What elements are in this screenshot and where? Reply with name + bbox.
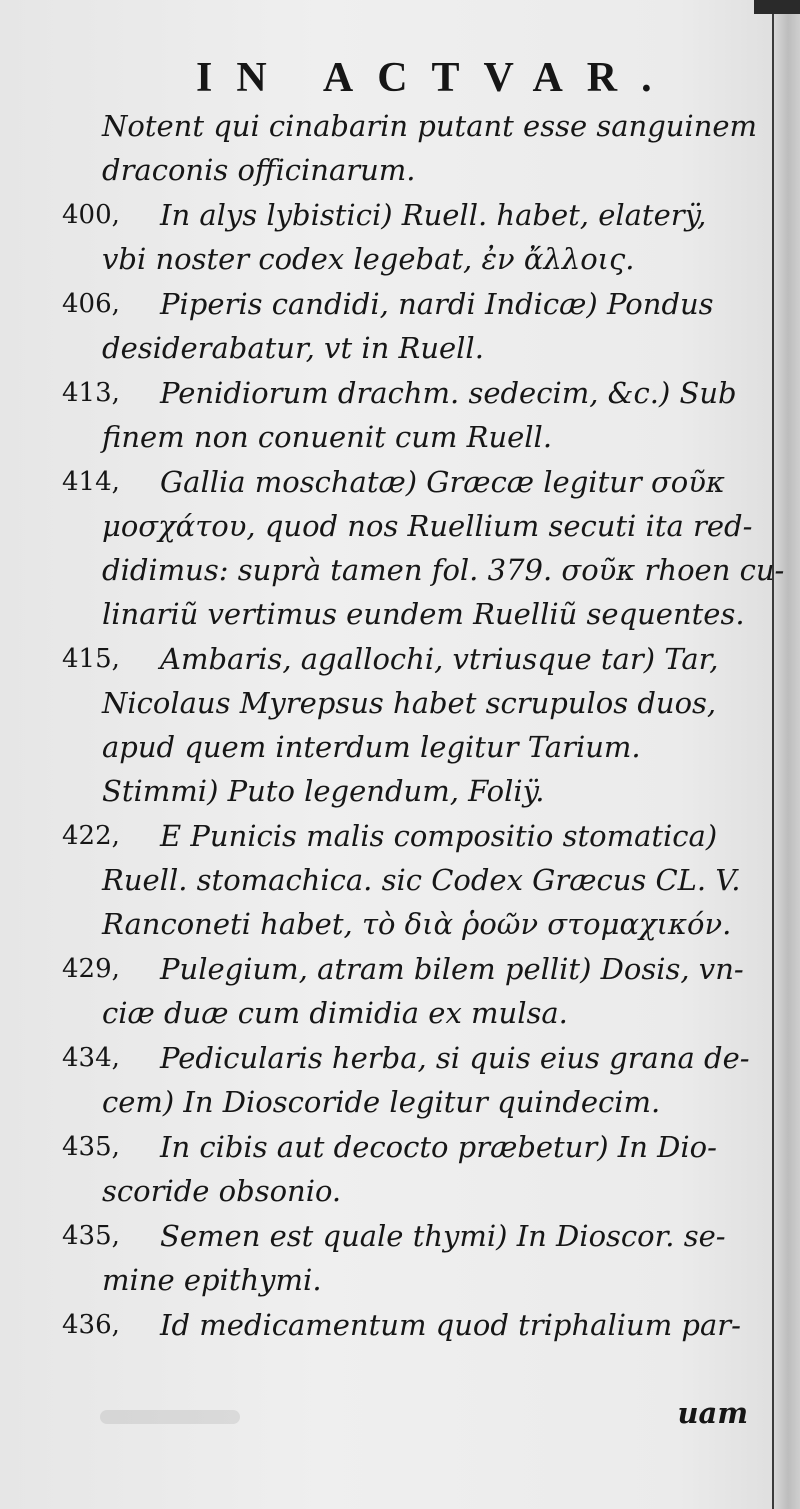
text-line: vbi noster codex legebat, ἐν ἄλλοις. bbox=[102, 242, 635, 276]
entry-number: 435, bbox=[62, 1221, 120, 1251]
entry-number: 413, bbox=[62, 378, 120, 408]
text-line: didimus: suprà tamen fol. 379. σοῦκ rhoen cu- bbox=[102, 553, 785, 587]
text-line: desiderabatur, vt in Ruell. bbox=[102, 331, 484, 365]
text-line: Piperis candidi, nardi Indicæ) Pondus bbox=[160, 287, 714, 321]
entry-422 bbox=[62, 814, 752, 946]
text-line: Notent qui cinabarin putant esse sanguinem bbox=[102, 109, 758, 143]
intro-paragraph bbox=[62, 104, 758, 192]
text-line: Gallia moschatæ) Græcæ legitur σοῦκ bbox=[160, 465, 725, 499]
entry-413 bbox=[62, 371, 752, 459]
entry-number: 434, bbox=[62, 1043, 120, 1073]
entry-436 bbox=[62, 1303, 752, 1347]
entry-number: 435, bbox=[62, 1132, 120, 1162]
text-line: apud quem interdum legitur Tarium. bbox=[102, 730, 641, 764]
text-line: Stimmi) Puto legendum, Foliÿ. bbox=[102, 774, 545, 808]
entry-415 bbox=[62, 637, 752, 813]
text-line: E Punicis malis compositio stomatica) bbox=[160, 819, 718, 853]
text-line: draconis officinarum. bbox=[102, 153, 416, 187]
text-line: Ranconeti habet, τὸ διὰ ῥοῶν στομαχικόν. bbox=[102, 907, 732, 941]
text-line: In alys lybistici) Ruell. habet, elaterÿ, bbox=[160, 198, 707, 232]
entry-406 bbox=[62, 282, 752, 370]
text-line: Nicolaus Myrepsus habet scrupulos duos, bbox=[102, 686, 717, 720]
entry-number: 415, bbox=[62, 644, 120, 674]
entry-number: 422, bbox=[62, 821, 120, 851]
text-line: linariũ vertimus eundem Ruelliũ sequentes. bbox=[102, 597, 745, 631]
entry-number: 400, bbox=[62, 200, 120, 230]
text-line: Ruell. stomachica. sic Codex Græcus CL. V. bbox=[102, 863, 741, 897]
entry-number: 414, bbox=[62, 467, 120, 497]
text-line: finem non conuenit cum Ruell. bbox=[102, 420, 553, 454]
text-line: scoride obsonio. bbox=[102, 1174, 342, 1208]
gutter-shadow bbox=[754, 0, 800, 14]
entry-435a bbox=[62, 1125, 752, 1213]
book-gutter bbox=[772, 0, 800, 1509]
entry-434 bbox=[62, 1036, 752, 1124]
entry-414 bbox=[62, 460, 785, 636]
text-line: μοσχάτου, quod nos Ruellium secuti ita red- bbox=[102, 509, 753, 543]
text-line: In cibis aut decocto præbetur) In Dio- bbox=[160, 1130, 717, 1164]
text-line: ciæ duæ cum dimidia ex mulsa. bbox=[102, 996, 568, 1030]
text-line: Id medicamentum quod triphalium par- bbox=[160, 1308, 741, 1342]
catchword: uam bbox=[677, 1396, 748, 1430]
entry-number: 429, bbox=[62, 954, 120, 984]
text-line: Penidiorum drachm. sedecim, &c.) Sub bbox=[160, 376, 737, 410]
entry-number: 436, bbox=[62, 1310, 120, 1340]
page-body bbox=[62, 104, 785, 1348]
entry-429 bbox=[62, 947, 752, 1035]
text-line: Ambaris, agallochi, vtriusque tar) Tar, bbox=[160, 642, 719, 676]
running-header: IN ACTVAR. bbox=[196, 55, 676, 101]
text-line: Semen est quale thymi) In Dioscor. se- bbox=[160, 1219, 726, 1253]
entry-400 bbox=[62, 193, 752, 281]
bleed-through-smudge bbox=[100, 1410, 240, 1424]
text-line: cem) In Dioscoride legitur quindecim. bbox=[102, 1085, 661, 1119]
entry-435b bbox=[62, 1214, 752, 1302]
text-line: mine epithymi. bbox=[102, 1263, 322, 1297]
entry-number: 406, bbox=[62, 289, 120, 319]
text-line: Pulegium, atram bilem pellit) Dosis, vn- bbox=[160, 952, 744, 986]
text-line: Pedicularis herba, si quis eius grana de- bbox=[160, 1041, 750, 1075]
